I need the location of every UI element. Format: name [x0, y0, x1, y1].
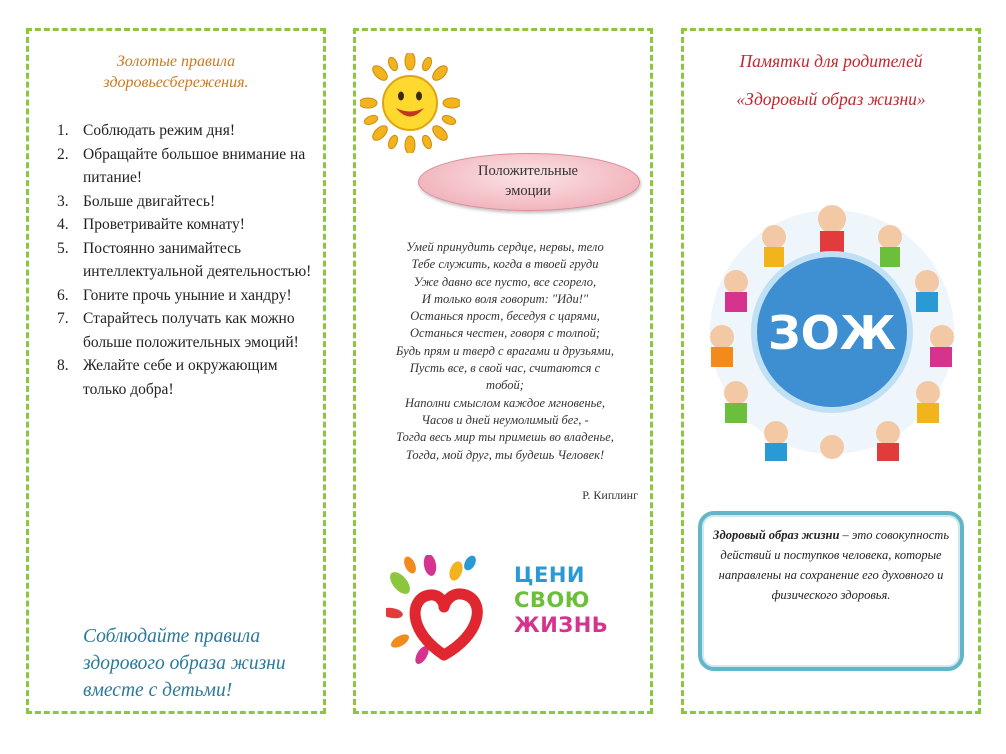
list-item-text: Соблюдать режим дня! [83, 122, 235, 139]
list-item-number: 8. [57, 357, 69, 374]
list-item [57, 143, 319, 190]
rules-footer-line3: вместе с детьми! [83, 680, 233, 701]
poem-line: Пусть все, в свой час, считаются с [409, 361, 601, 376]
poem [366, 239, 644, 464]
rules-list [57, 119, 319, 401]
list-item [57, 307, 319, 354]
list-item [57, 190, 319, 214]
poem-line: И только воля говорит: "Иди!" [421, 291, 589, 306]
list-item [57, 284, 319, 308]
poem-line: Тебе служить, когда в твоей груди [411, 257, 599, 272]
rules-footer-line1: Соблюдайте правила [83, 626, 261, 647]
emotions-banner-line1: Положительные [478, 163, 578, 179]
list-item [57, 354, 319, 401]
poem-line: Будь прям и тверд с врагами и друзьями, [396, 343, 614, 358]
list-item-text: Желайте себе и окружающим только добра! [83, 357, 278, 398]
cover-title [684, 51, 978, 109]
poem-author: Р. Киплинг [582, 488, 638, 502]
sun-icon [360, 53, 460, 153]
definition-term: Здоровый образ жизни [712, 528, 840, 542]
definition-body: – это совокупность действий и поступков человека, которые направлены на сохранение его духовного и физического здоровья. [718, 528, 950, 602]
emotions-banner-line2: эмоции [505, 183, 551, 199]
slogan [514, 563, 608, 638]
list-item-number: 6. [57, 286, 69, 304]
cover-panel [681, 28, 981, 714]
cover-title-line2: «Здоровый образ жизни» [736, 89, 926, 109]
list-item-number: 1. [57, 122, 69, 139]
list-item-text: Старайтесь получать как можно больше положительных эмоций! [83, 310, 299, 351]
list-item-number: 5. [57, 239, 69, 257]
rules-title-line2: здоровьесбережения. [103, 74, 249, 91]
globe-label: ЗОЖ [767, 306, 897, 360]
rules-title [29, 51, 323, 93]
poem-line: Останься прост, беседуя с царями, [410, 309, 600, 324]
list-item-text: Обращайте большое внимание на питание! [83, 145, 306, 186]
poem-line: Часов и дней неумолимый бег, - [421, 412, 589, 427]
list-item [57, 213, 319, 237]
rules-panel [26, 28, 326, 714]
emotions-banner-text [418, 161, 638, 201]
heart-logo-icon [386, 555, 496, 667]
emotions-panel [353, 28, 653, 714]
poem-line: Тогда весь мир ты примешь во владенье, [396, 430, 614, 445]
poem-line: тобой; [486, 378, 524, 393]
list-item-text: Проветривайте комнату! [83, 216, 245, 233]
list-item-number: 2. [57, 145, 69, 163]
list-item-text: Больше двигайтесь! [83, 192, 216, 210]
list-item [57, 237, 319, 284]
list-item-number: 3. [57, 192, 69, 210]
list-item-number: 4. [57, 216, 69, 233]
list-item-number: 7. [57, 310, 69, 327]
rules-footer [83, 623, 323, 704]
poem-line: Умей принудить сердце, нервы, тело [406, 240, 604, 254]
zozh-globe-illustration [702, 197, 962, 467]
list-item-text: Постоянно занимайтесь интеллектуальной деятельностью! [83, 239, 312, 280]
poem-line: Останься честен, говоря с толпой; [410, 326, 600, 341]
slogan-line3: ЖИЗНЬ [514, 613, 609, 637]
definition-text [708, 525, 954, 605]
rules-footer-line2: здорового образа жизни [83, 653, 286, 674]
poem-line: Наполни смыслом каждое мгновенье, [404, 395, 605, 410]
list-item [57, 119, 319, 143]
rules-title-line1: Золотые правила [116, 53, 236, 70]
cover-title-line1: Памятки для родителей [739, 51, 923, 71]
poem-line: Уже давно все пусто, все сгорело, [413, 274, 597, 289]
list-item-text: Гоните прочь уныние и хандру! [83, 286, 292, 304]
slogan-line2: СВОЮ [514, 588, 590, 612]
slogan-line1: ЦЕНИ [514, 563, 585, 587]
poem-line: Тогда, мой друг, ты будешь Человек! [405, 447, 605, 462]
